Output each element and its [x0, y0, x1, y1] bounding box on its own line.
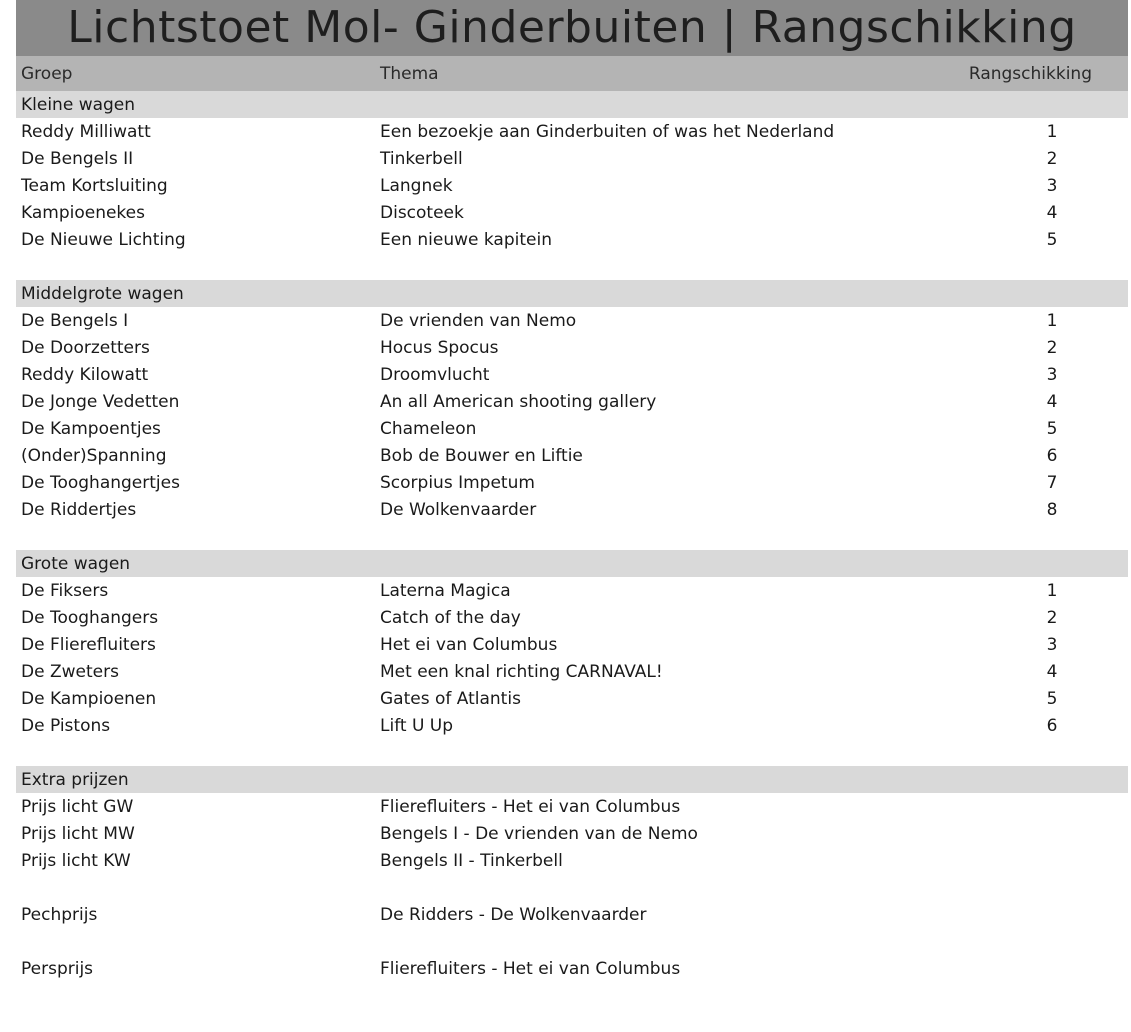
theme-cell: An all American shooting gallery [380, 391, 657, 412]
group-cell: De Nieuwe Lichting [21, 229, 186, 250]
group-cell: De Fiksers [21, 580, 109, 601]
theme-cell: De vrienden van Nemo [380, 310, 577, 331]
prize-cell: Persprijs [21, 958, 94, 979]
table-row [16, 631, 1128, 658]
theme-cell: Catch of the day [380, 607, 521, 628]
prize-cell: Pechprijs [21, 904, 98, 925]
prize-cell: Prijs licht MW [21, 823, 135, 844]
rank-cell: 5 [1046, 688, 1058, 709]
table-row [16, 172, 1128, 199]
theme-cell: Lift U Up [380, 715, 454, 736]
table-row [16, 334, 1128, 361]
winner-cell: Flierefluiters - Het ei van Columbus [380, 796, 681, 817]
winner-cell: De Ridders - De Wolkenvaarder [380, 904, 647, 925]
rank-cell: 5 [1046, 229, 1058, 250]
theme-cell: Scorpius Impetum [380, 472, 535, 493]
theme-cell: Discoteek [380, 202, 464, 223]
ranking-sheet [16, 0, 1128, 982]
page-title: Lichtstoet Mol- Ginderbuiten | Rangschikking [16, 0, 1128, 56]
group-cell: De Pistons [21, 715, 111, 736]
prize-row [16, 847, 1128, 874]
column-header-row [16, 56, 1128, 91]
prize-row-persprijs [16, 955, 1128, 982]
table-row [16, 226, 1128, 253]
spacer-row [16, 874, 1128, 901]
table-row [16, 658, 1128, 685]
table-row [16, 469, 1128, 496]
table-row [16, 496, 1128, 523]
rank-cell: 7 [1046, 472, 1058, 493]
prize-row-pechprijs [16, 901, 1128, 928]
section-header-grote-wagen [16, 550, 1128, 577]
group-cell: Kampioenekes [21, 202, 145, 223]
rank-cell: 6 [1046, 445, 1058, 466]
theme-cell: Een bezoekje aan Ginderbuiten of was het Nederland [380, 121, 835, 142]
spacer-row [16, 739, 1128, 766]
theme-cell: Het ei van Columbus [380, 634, 558, 655]
group-cell: De Jonge Vedetten [21, 391, 180, 412]
table-row [16, 388, 1128, 415]
table-row [16, 361, 1128, 388]
section-header-kleine-wagen [16, 91, 1128, 118]
table-row [16, 604, 1128, 631]
table-row [16, 577, 1128, 604]
rank-cell: 3 [1046, 364, 1058, 385]
rank-cell: 2 [1046, 607, 1058, 628]
group-cell: Team Kortsluiting [21, 175, 168, 196]
column-header-group: Groep [21, 63, 73, 84]
group-cell: De Riddertjes [21, 499, 137, 520]
group-cell: De Bengels I [21, 310, 129, 331]
spacer-row [16, 253, 1128, 280]
table-row [16, 307, 1128, 334]
theme-cell: Gates of Atlantis [380, 688, 521, 709]
rank-cell: 2 [1046, 337, 1058, 358]
prize-cell: Prijs licht KW [21, 850, 131, 871]
rank-cell: 5 [1046, 418, 1058, 439]
table-row [16, 199, 1128, 226]
rank-cell: 4 [1046, 391, 1058, 412]
group-cell: De Doorzetters [21, 337, 150, 358]
table-row [16, 685, 1128, 712]
group-cell: De Tooghangers [21, 607, 159, 628]
theme-cell: Hocus Spocus [380, 337, 499, 358]
section-title: Extra prijzen [21, 769, 129, 790]
rank-cell: 3 [1046, 634, 1058, 655]
table-row [16, 712, 1128, 739]
group-cell: Reddy Kilowatt [21, 364, 149, 385]
table-row [16, 442, 1128, 469]
section-title: Grote wagen [21, 553, 131, 574]
rank-cell: 4 [1046, 661, 1058, 682]
group-cell: De Flierefluiters [21, 634, 156, 655]
group-cell: De Bengels II [21, 148, 134, 169]
section-header-middelgrote-wagen [16, 280, 1128, 307]
table-row [16, 145, 1128, 172]
rank-cell: 1 [1046, 121, 1058, 142]
theme-cell: Tinkerbell [380, 148, 463, 169]
group-cell: Reddy Milliwatt [21, 121, 151, 142]
theme-cell: Langnek [380, 175, 453, 196]
rank-cell: 3 [1046, 175, 1058, 196]
rank-cell: 4 [1046, 202, 1058, 223]
theme-cell: Bob de Bouwer en Liftie [380, 445, 583, 466]
winner-cell: Bengels I - De vrienden van de Nemo [380, 823, 698, 844]
rank-cell: 1 [1046, 310, 1058, 331]
section-title: Middelgrote wagen [21, 283, 184, 304]
group-cell: De Kampoentjes [21, 418, 161, 439]
group-cell: De Tooghangertjes [21, 472, 180, 493]
theme-cell: Laterna Magica [380, 580, 511, 601]
table-row [16, 118, 1128, 145]
section-title: Kleine wagen [21, 94, 136, 115]
group-cell: (Onder)Spanning [21, 445, 167, 466]
table-row [16, 415, 1128, 442]
winner-cell: Flierefluiters - Het ei van Columbus [380, 958, 681, 979]
group-cell: De Kampioenen [21, 688, 157, 709]
theme-cell: Met een knal richting CARNAVAL! [380, 661, 663, 682]
winner-cell: Bengels II - Tinkerbell [380, 850, 563, 871]
rank-cell: 6 [1046, 715, 1058, 736]
theme-cell: Een nieuwe kapitein [380, 229, 552, 250]
spacer-row [16, 523, 1128, 550]
rank-cell: 8 [1046, 499, 1058, 520]
prize-row [16, 820, 1128, 847]
rank-cell: 1 [1046, 580, 1058, 601]
prize-row [16, 793, 1128, 820]
spacer-row [16, 928, 1128, 955]
group-cell: De Zweters [21, 661, 119, 682]
column-header-rank: Rangschikking [968, 63, 1092, 84]
column-header-theme: Thema [380, 63, 439, 84]
theme-cell: Droomvlucht [380, 364, 490, 385]
rank-cell: 2 [1046, 148, 1058, 169]
theme-cell: Chameleon [380, 418, 477, 439]
prize-cell: Prijs licht GW [21, 796, 134, 817]
theme-cell: De Wolkenvaarder [380, 499, 537, 520]
section-header-extra-prijzen [16, 766, 1128, 793]
